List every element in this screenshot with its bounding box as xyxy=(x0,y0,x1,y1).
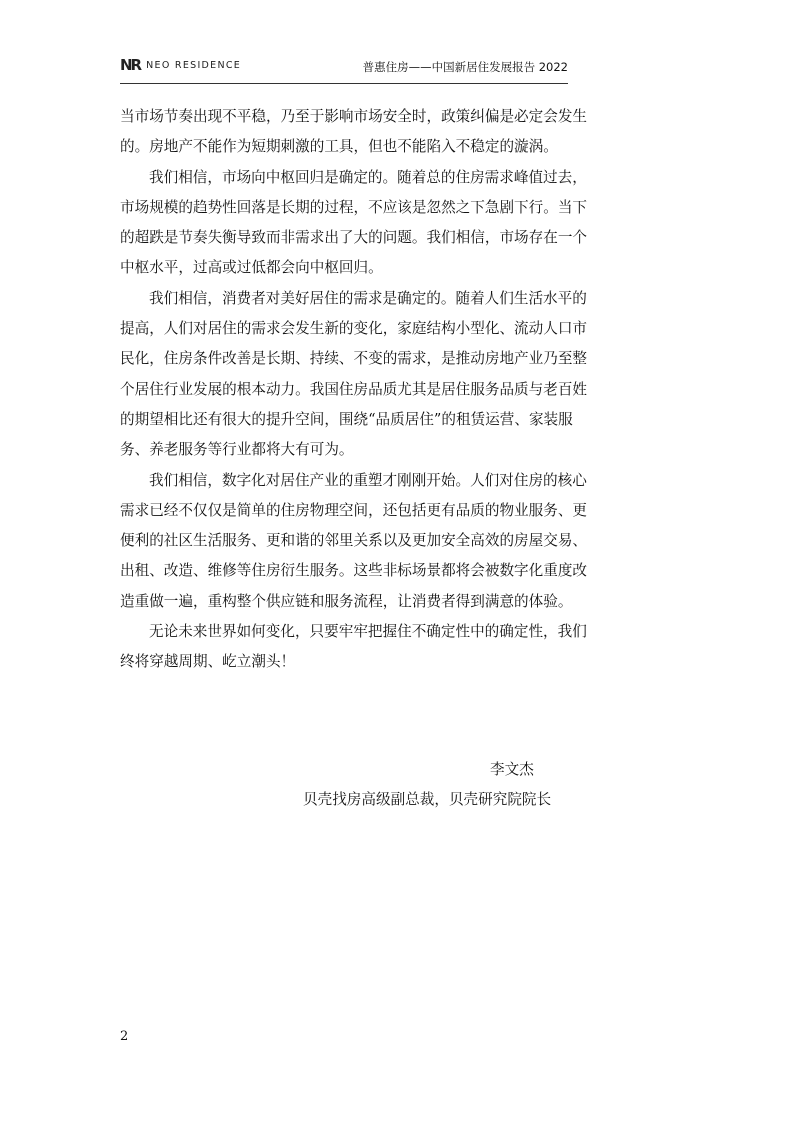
text-line: 便利的社区生活服务、更和谐的邻里关系以及更加安全高效的房屋交易、 xyxy=(120,532,588,550)
text-line: 无论未来世界如何变化，只要牢牢把握住不确定性中的确定性，我们 xyxy=(149,623,587,641)
text-line: 的。房地产不能作为短期刺激的工具，但也不能陷入不稳定的漩涡。 xyxy=(120,138,558,156)
logo-text: NEO RESIDENCE xyxy=(146,59,242,71)
text-line: 的期望相比还有很大的提升空间，围绕“品质居住”的租赁运营、家装服 xyxy=(120,410,573,428)
text-line: 我们相信，数字化对居住产业的重塑才刚刚开始。人们对住房的核心 xyxy=(149,471,587,489)
paragraph xyxy=(120,617,587,678)
page-number: 2 xyxy=(120,1029,129,1044)
logo-mark: NR xyxy=(120,56,141,74)
text-line: 造重做一遍，重构整个供应链和服务流程，让消费者得到满意的体验。 xyxy=(120,592,573,610)
text-line: 我们相信，消费者对美好居住的需求是确定的。随着人们生活水平的 xyxy=(149,289,587,307)
paragraph xyxy=(120,163,588,284)
text-line: 的超跌是节奏失衡导致而非需求出了大的问题。我们相信，市场存在一个 xyxy=(120,229,588,247)
paragraph xyxy=(120,466,588,617)
header-divider xyxy=(120,83,568,84)
text-line: 我们相信，市场向中枢回归是确定的。随着总的住房需求峰值过去， xyxy=(149,168,587,186)
text-line: 当市场节奏出现不平稳，乃至于影响市场安全时，政策纠偏是必定会发生 xyxy=(120,108,588,125)
text-line: 出租、改造、维修等住房衍生服务。这些非标场景都将会被数字化重度改 xyxy=(120,562,588,580)
paragraph xyxy=(120,284,588,466)
text-line: 个居住行业发展的根本动力。我国住房品质尤其是居住服务品质与老百姓 xyxy=(120,380,588,398)
logo xyxy=(120,56,241,74)
signature-name: 李文杰 xyxy=(490,761,534,778)
text-line: 民化，住房条件改善是长期、持续、不变的需求，是推动房地产业乃至整 xyxy=(120,350,588,368)
text-line: 需求已经不仅仅是简单的住房物理空间，还包括更有品质的物业服务、更 xyxy=(120,501,588,519)
text-line: 务、养老服务等行业都将大有可为。 xyxy=(120,441,354,459)
text-line: 提高，人们对居住的需求会发生新的变化，家庭结构小型化、流动人口市 xyxy=(120,320,588,338)
signature-title: 贝壳找房高级副总裁，贝壳研究院院长 xyxy=(303,791,552,808)
paragraph xyxy=(120,102,588,163)
text-line: 中枢水平，过高或过低都会向中枢回归。 xyxy=(120,259,383,277)
body-text xyxy=(120,102,588,678)
page-header xyxy=(120,56,568,76)
text-line: 终将穿越周期、屹立潮头！ xyxy=(120,653,296,671)
text-line: 市场规模的趋势性回落是长期的过程，不应该是忽然之下急剧下行。当下 xyxy=(120,198,588,216)
report-title: 普惠住房——中国新居住发展报告 2022 xyxy=(362,60,568,74)
